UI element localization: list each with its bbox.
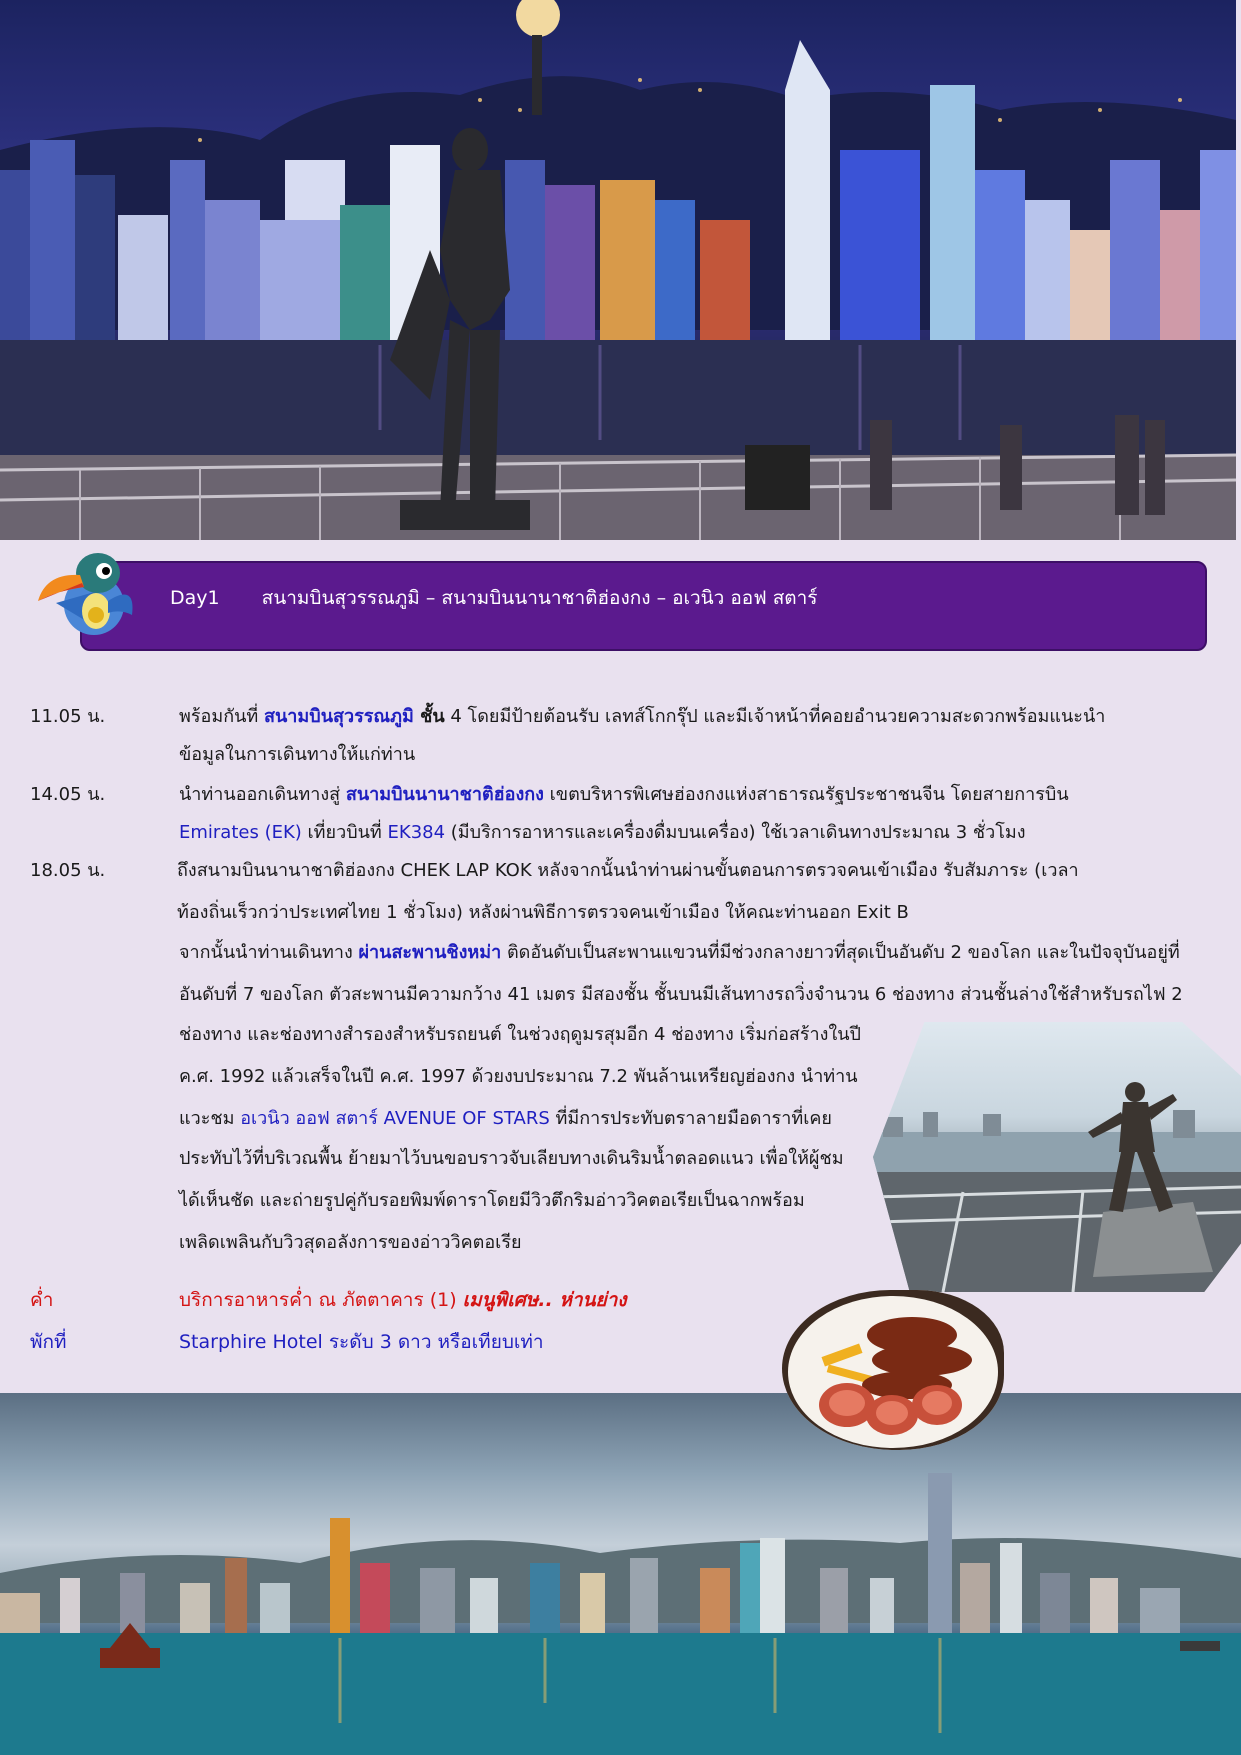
schedule-3-line-2: ท้องถิ่นเร็วกว่าประเทศไทย 1 ชั่วโมง) หลังผ่านพิธีการตรวจคนเข้าเมือง ให้คณะท่านออก Exit B [177, 902, 909, 923]
text-segment: พร้อมกันที่ [179, 706, 264, 727]
schedule-3-line-3 [179, 937, 1180, 966]
time-label-3: 18.05 น. [30, 860, 106, 881]
text-segment: จากนั้นนำท่านเดินทาง [179, 942, 359, 963]
schedule-1-line-2: ข้อมูลในการเดินทางให้แก่ท่าน [179, 744, 416, 765]
schedule-3-line-1: ถึงสนามบินนานาชาติฮ่องกง CHEK LAP KOK หลังจากนั้นนำท่านผ่านขั้นตอนการตรวจคนเข้าเมือง รับสัมภาระ (เวลา [177, 860, 1079, 881]
toucan-mascot-icon [36, 543, 140, 647]
airport-name: สนามบินนานาชาติฮ่องกง [345, 784, 544, 805]
airport-name: สนามบินสุวรรณภูมิ [264, 706, 414, 727]
text-segment: (มีบริการอาหารและเครื่องดื่มบนเครื่อง) ใช้เวลาเดินทางประมาณ 3 ชั่วโมง [445, 822, 1026, 843]
text-segment: เขตบริหารพิเศษฮ่องกงแห่งสาธารณรัฐประชาชนจีน โดยสายการบิน [543, 784, 1069, 805]
dinner-special-menu: เมนูพิเศษ.. ห่านย่าง [462, 1289, 627, 1311]
flight-number: EK384 [387, 822, 446, 843]
dinner-text: บริการอาหารค่ำ ณ ภัตตาคาร (1) [179, 1289, 463, 1311]
schedule-3-line-8: ประทับไว้ที่บริเวณพื้น ย้ายมาไว้บนขอบราวจับเลียบทางเดินริมน้ำตลอดแนว เพื่อให้ผู้ชม [179, 1148, 844, 1169]
text-segment: ติดอันดับเป็นสะพานแขวนที่มีช่วงกลางยาวที่สุดเป็นอันดับ 2 ของโลก และในปัจจุบันอยู่ที่ [501, 942, 1180, 963]
banner-title-row [170, 583, 818, 613]
text-segment: แวะชม [179, 1108, 241, 1129]
text-segment: นำท่านออกเดินทางสู่ [179, 784, 346, 805]
banner-day-label: Day1 [170, 587, 220, 609]
victoria-harbour-photo [0, 1393, 1241, 1755]
header-photo [0, 0, 1236, 540]
schedule-3-line-7 [179, 1103, 832, 1132]
roast-goose-dish-photo [782, 1290, 1004, 1450]
attraction-name: อเวนิว ออฟ สตาร์ AVENUE OF STARS [240, 1108, 550, 1129]
schedule-3-line-6: ค.ศ. 1992 แล้วเสร็จในปี ค.ศ. 1997 ด้วยงบประมาณ 7.2 พันล้านเหรียญฮ่องกง นำท่าน [179, 1066, 858, 1087]
time-label-1: 11.05 น. [30, 706, 106, 727]
airline-name: Emirates (EK) [179, 822, 302, 843]
schedule-2-line-1 [179, 779, 1069, 808]
banner-route-title: สนามบินสุวรรณภูมิ – สนามบินนานาชาติฮ่องกง – อเวนิว ออฟ สตาร์ [261, 587, 818, 609]
hotel-label: พักที่ [30, 1331, 67, 1353]
text-segment: ที่มีการประทับตราลายมือดาราที่เคย [549, 1108, 832, 1129]
avenue-of-stars-statue-photo [873, 1022, 1241, 1292]
text-segment: เที่ยวบินที่ [301, 822, 388, 843]
dinner-label: ค่ำ [30, 1289, 54, 1311]
text-segment: 4 โดยมีป้ายต้อนรับ เลทส์โกกรุ๊ป และมีเจ้าหน้าที่คอยอำนวยความสะดวกพร้อมแนะนำ [444, 706, 1106, 727]
night-skyline-illustration [0, 0, 1236, 540]
bridge-name: ผ่านสะพานชิงหม่า [358, 942, 502, 963]
text-segment: ชั้น [413, 706, 445, 727]
schedule-3-line-4: อันดับที่ 7 ของโลก ตัวสะพานมีความกว้าง 41 เมตร มีสองชั้น ชั้นบนมีเส้นทางรถวิ่งจำนวน 6 ช่องทาง ส่วนชั้นล่างใช้สำหรับรถไฟ 2 [179, 984, 1183, 1005]
hotel-detail: Starphire Hotel ระดับ 3 ดาว หรือเทียบเท่า [179, 1331, 544, 1353]
time-label-2: 14.05 น. [30, 784, 106, 805]
dinner-detail [179, 1285, 627, 1315]
schedule-3-line-5: ช่องทาง และช่องทางสำรองสำหรับรถยนต์ ในช่วงฤดูมรสุมอีก 4 ช่องทาง เริ่มก่อสร้างในปี [179, 1024, 861, 1045]
schedule-3-line-9: ได้เห็นชัด และถ่ายรูปคู่กับรอยพิมพ์ดาราโดยมีวิวตึกริมอ่าววิคตอเรียเป็นฉากพร้อม [179, 1190, 805, 1211]
schedule-1-line-1 [179, 701, 1105, 730]
schedule-3-line-10: เพลิดเพลินกับวิวสุดอลังการของอ่าววิคตอเรีย [179, 1232, 522, 1253]
schedule-2-line-2 [179, 817, 1026, 846]
